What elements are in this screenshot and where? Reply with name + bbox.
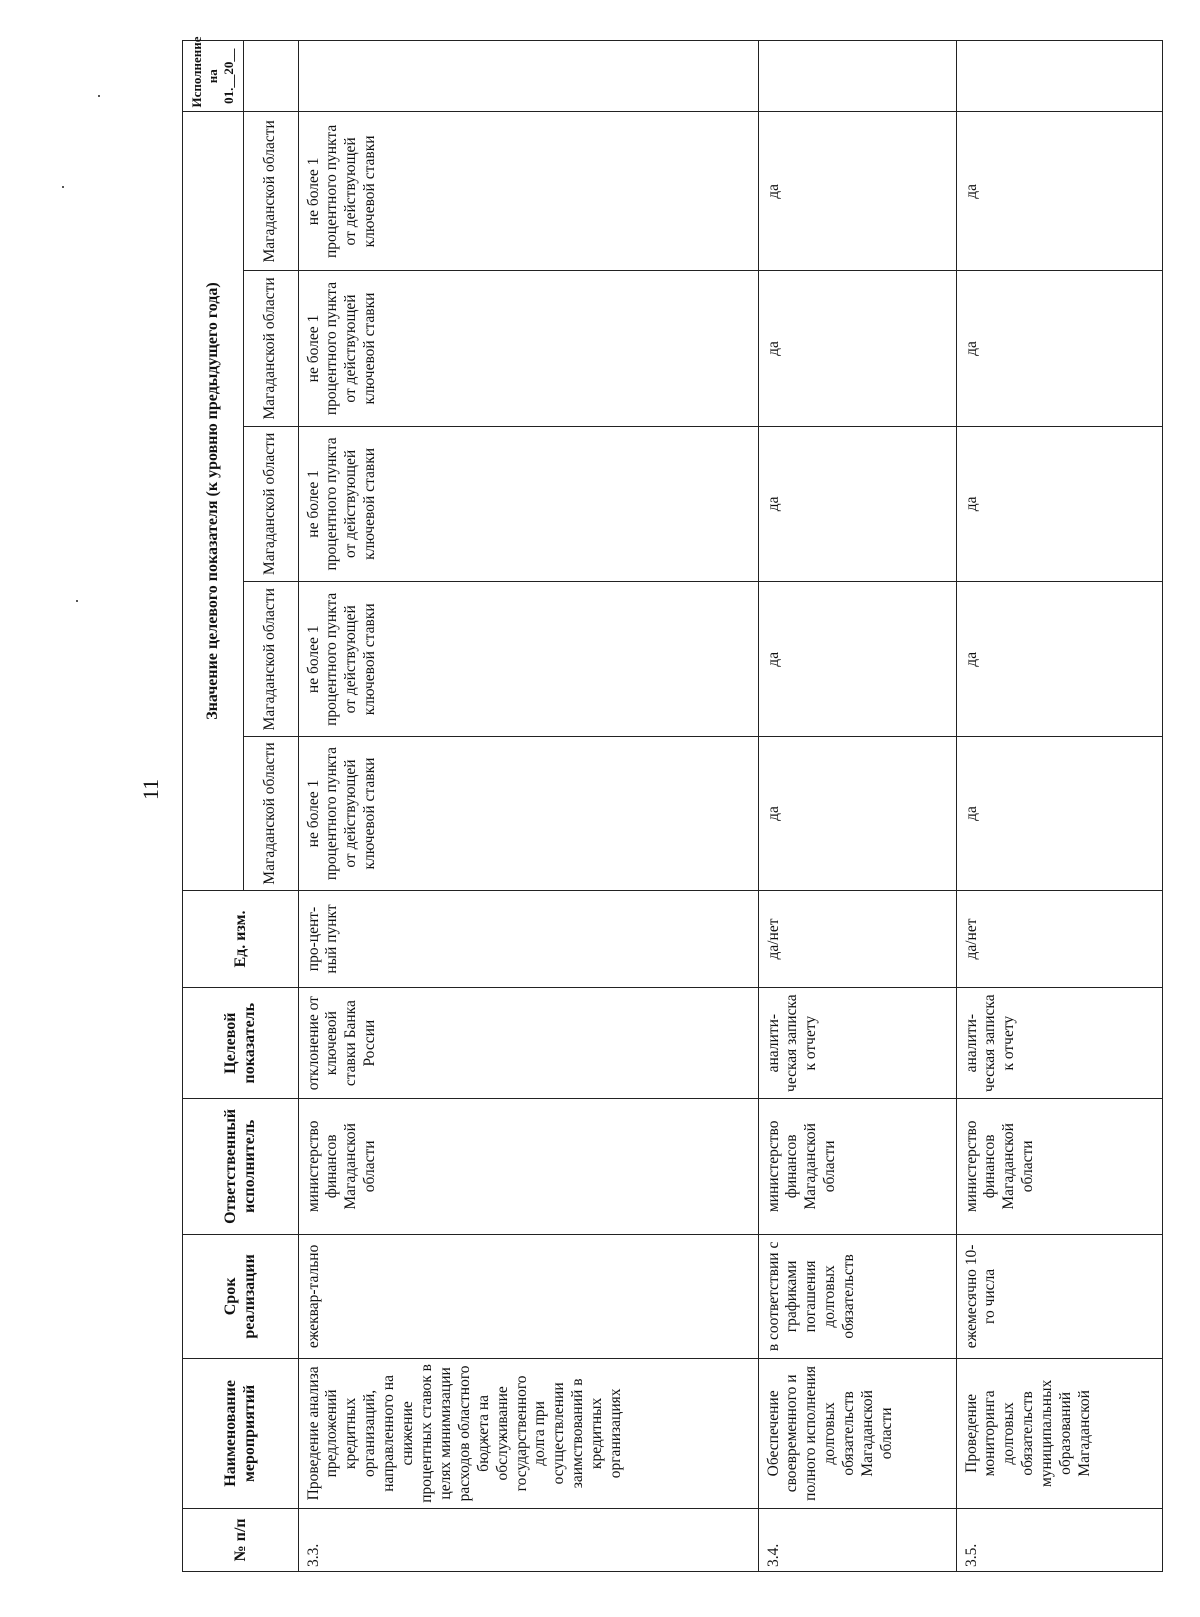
row-unit: да/нет	[956, 890, 1162, 988]
row-term: ежеквар-тально	[298, 1234, 758, 1358]
header-execution: Исполнение на 01.__20__	[183, 41, 244, 112]
row-value-4: не более 1 процентного пункта от действующей ключевой ставки	[298, 271, 758, 426]
row-value-5: не более 1 процентного пункта от действующей ключевой ставки	[298, 112, 758, 271]
row-execution	[298, 41, 758, 112]
row-value-5: да	[758, 112, 956, 271]
subheader-year-2: Магаданской области	[243, 582, 298, 737]
row-executor: министерство финансов Магаданской области	[758, 1098, 956, 1234]
subheader-year-1: Магаданской области	[243, 737, 298, 890]
header-row	[183, 41, 244, 1572]
row-unit: да/нет	[758, 890, 956, 988]
target-indicators-table	[182, 36, 1163, 1572]
row-name: Проведение анализа предложений кредитных организаций, направленного на снижение процентных ставок в целях минимизации расходов областного бюджета на обслуживание государственного долга при осуществлении заимствований в кредитных организациях	[298, 1359, 758, 1509]
row-value-2: да	[956, 582, 1162, 737]
header-term: Срок реализации	[183, 1234, 299, 1358]
header-num: № п/п	[183, 1508, 299, 1571]
row-term: в соответствии с графиками погашения долговых обязательств	[758, 1234, 956, 1358]
row-num: 3.3.	[298, 1508, 758, 1571]
subheader-year-4: Магаданской области	[243, 271, 298, 426]
header-name: Наименование мероприятий	[183, 1359, 299, 1509]
subheader-year-3: Магаданской области	[243, 426, 298, 581]
row-value-3: не более 1 процентного пункта от действующей ключевой ставки	[298, 426, 758, 581]
header-indicator: Целевой показатель	[183, 988, 299, 1099]
row-value-4: да	[758, 271, 956, 426]
row-name: Проведение мониторинга долговых обязательств муниципальных образований Магаданской	[956, 1359, 1162, 1509]
row-value-2: да	[758, 582, 956, 737]
subheader-execution-empty	[243, 41, 298, 112]
row-value-1: не более 1 процентного пункта от действующей ключевой ставки	[298, 737, 758, 890]
scan-speck	[62, 186, 64, 188]
row-execution	[758, 41, 956, 112]
row-execution	[956, 41, 1162, 112]
page-number: 11	[138, 778, 163, 800]
row-executor: министерство финансов Магаданской области	[298, 1098, 758, 1234]
row-value-5: да	[956, 112, 1162, 271]
row-indicator: аналити-ческая записка к отчету	[956, 988, 1162, 1099]
table-row	[758, 41, 956, 1572]
row-value-1: да	[956, 737, 1162, 890]
header-values-group: Значение целевого показателя (к уровню предыдущего года)	[183, 112, 244, 890]
scan-speck	[76, 600, 78, 602]
row-value-2: не более 1 процентного пункта от действующей ключевой ставки	[298, 582, 758, 737]
header-unit: Ед. изм.	[183, 890, 299, 988]
subheader-year-5: Магаданской области	[243, 112, 298, 271]
row-indicator: аналити-ческая записка к отчету	[758, 988, 956, 1099]
row-num: 3.4.	[758, 1508, 956, 1571]
row-name: Обеспечение своевременного и полного исполнения долговых обязательств Магаданской области	[758, 1359, 956, 1509]
row-value-3: да	[758, 426, 956, 581]
table-row	[298, 41, 758, 1572]
row-value-3: да	[956, 426, 1162, 581]
row-indicator: отклонение от ключевой ставки Банка России	[298, 988, 758, 1099]
row-term: ежемесячно 10-го числа	[956, 1234, 1162, 1358]
row-value-4: да	[956, 271, 1162, 426]
row-value-1: да	[758, 737, 956, 890]
rotated-table-wrapper	[182, 36, 1163, 1572]
scan-speck	[98, 95, 100, 97]
header-executor: Ответственный исполнитель	[183, 1098, 299, 1234]
table-row	[956, 41, 1162, 1572]
row-num: 3.5.	[956, 1508, 1162, 1571]
row-executor: министерство финансов Магаданской области	[956, 1098, 1162, 1234]
row-unit: про-цент-ный пункт	[298, 890, 758, 988]
